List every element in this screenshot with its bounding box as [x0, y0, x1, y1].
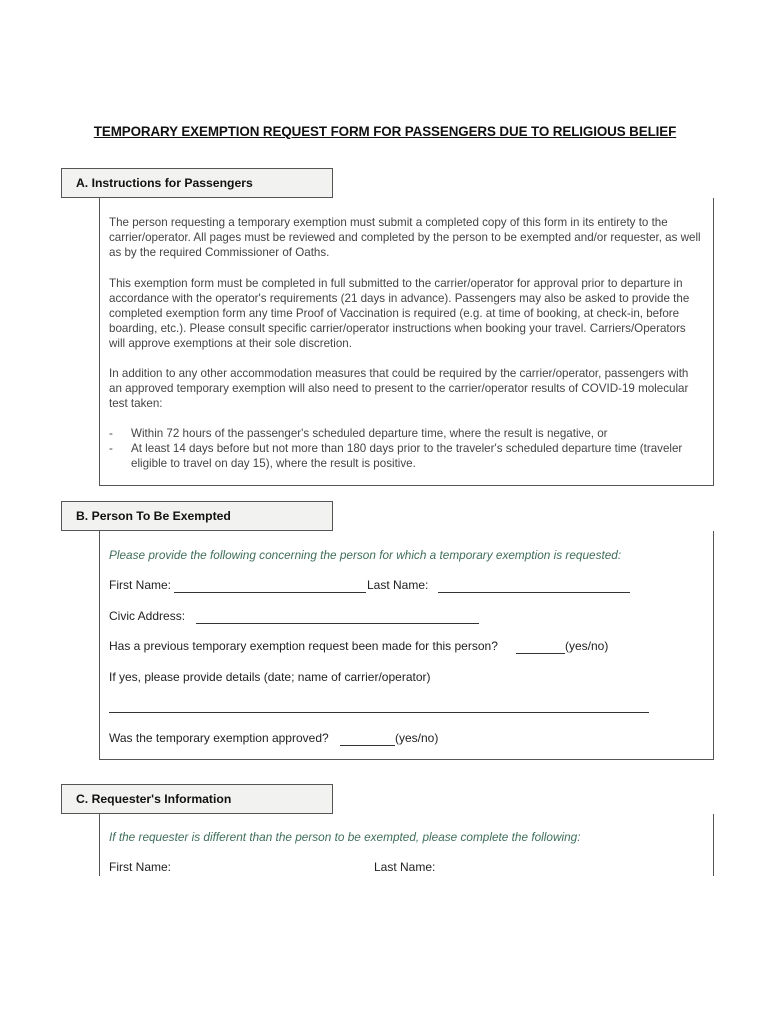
bullet-item: Within 72 hours of the passenger's scheduled departure time, where the result is negative, or — [131, 427, 608, 440]
previous-request-field[interactable] — [516, 653, 565, 654]
approved-yes-no: (yes/no) — [395, 731, 439, 745]
civic-address-field[interactable] — [196, 623, 479, 624]
last-name-field[interactable] — [438, 592, 630, 593]
section-c-note: If the requester is different than the person to be exempted, please complete the following: — [109, 830, 581, 844]
section-a-heading: A. Instructions for Passengers — [61, 168, 333, 198]
section-a-paragraph-2: This exemption form must be completed in full submitted to the carrier/operator for approval prior to departure in accordance with the operator's requirements (21 days in advance). Passengers may also be asked to provide the completed exemption form any time Proof of Vaccination is required (e.g. at time of booking, at check-in, before boarding, etc.). Please consult specific carrier/operator instructions when booking your travel. Carriers/Operators will approve exemptions at their sole discretion. — [109, 277, 690, 350]
section-c-heading: C. Requester's Information — [61, 784, 333, 814]
form-title: TEMPORARY EXEMPTION REQUEST FORM FOR PASSENGERS DUE TO RELIGIOUS BELIEF — [93, 124, 677, 139]
previous-request-label: Has a previous temporary exemption request been made for this person? — [109, 639, 498, 653]
approved-field[interactable] — [340, 745, 395, 746]
details-field[interactable] — [109, 712, 649, 713]
bullet-marker: - — [109, 442, 113, 455]
previous-request-yes-no: (yes/no) — [565, 639, 609, 653]
section-a-paragraph-3: In addition to any other accommodation measures that could be required by the carrier/operator, passengers with an approved temporary exemption will also need to present to the carrier/operator results of COVID-19 molecular test taken: — [109, 367, 689, 410]
bullet-item: At least 14 days before but not more than 180 days prior to the traveler's scheduled departure time (traveler eligible to travel on day 15), where the result is positive. — [131, 442, 683, 470]
requester-last-name-label: Last Name: — [374, 860, 436, 874]
bullet-marker: - — [109, 427, 113, 440]
details-label: If yes, please provide details (date; name of carrier/operator) — [109, 670, 431, 684]
approved-label: Was the temporary exemption approved? — [109, 731, 329, 745]
section-b-heading: B. Person To Be Exempted — [61, 501, 333, 531]
first-name-field[interactable] — [174, 592, 366, 593]
requester-first-name-label: First Name: — [109, 860, 172, 874]
last-name-label: Last Name: — [367, 578, 429, 592]
first-name-label: First Name: — [109, 578, 172, 592]
civic-address-label: Civic Address: — [109, 609, 186, 623]
section-a-paragraph-1: The person requesting a temporary exemption must submit a completed copy of this form in its entirety to the carrier/operator. All pages must be reviewed and completed by the person to be exempted and/or requester, as well as by the required Commissioner of Oaths. — [109, 216, 701, 259]
section-b-note: Please provide the following concerning the person for which a temporary exemption is requested: — [109, 548, 622, 562]
